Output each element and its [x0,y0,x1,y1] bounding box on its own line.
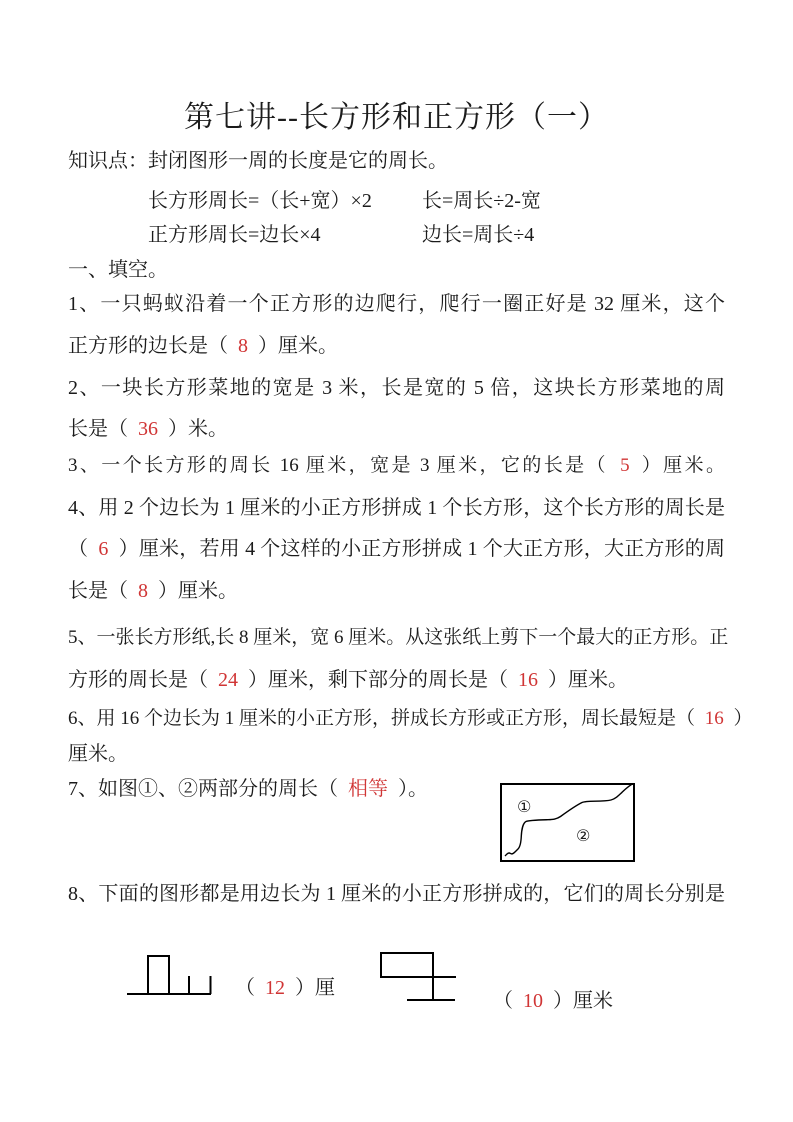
question-text: ）厘米。 [543,669,628,691]
answer-text: 16 [704,708,724,729]
question-text: ） [728,708,753,729]
question-text: 4、用 2 个边长为 1 厘米的小正方形拼成 1 个长方形，这个长方形的周长是 [68,497,725,519]
question-5-line-2 [68,667,725,693]
question-text: ）米。 [163,418,228,440]
question-text: ）厘米，若用 4 个这样的小正方形拼成 1 个大正方形，大正方形的周 [113,538,726,560]
question-text: 长是（ [68,580,133,602]
question-text: 5、一张长方形纸,长 8 厘米，宽 6 厘米。从这张纸上剪下一个最大的正方形。正 [68,627,729,648]
question-text: 正方形的边长是（ [68,335,233,357]
figure7-dividing-curve [505,784,634,857]
question-text: ）厘米 [548,990,613,1012]
answer-text: 24 [218,669,238,691]
figure-question-7 [498,781,638,865]
question-text: 2、一块长方形菜地的宽是 3 米，长是宽的 5 倍，这块长方形菜地的周 [68,377,725,399]
answer-text: 8 [138,580,148,602]
answer-text: 16 [518,669,538,691]
question-text: 3、一个长方形的周长 16 厘米，宽是 3 厘米，它的长是（ [68,455,616,476]
answer-text: 相等 [348,778,388,800]
question-text: （ [68,538,94,560]
question-text: ）厘 [290,977,335,999]
figure-question-8-left [124,950,216,998]
figure8-left-answer [235,971,335,1000]
question-text: 长是（ [68,418,133,440]
question-6-line-2 [68,741,725,767]
question-text: 1、一只蚂蚁沿着一个正方形的边爬行，爬行一圈正好是 32 厘米，这个 [68,293,725,315]
question-text: ）厘米。 [634,455,725,476]
question-5-line-1 [68,625,729,651]
question-text: （ [235,977,260,999]
answer-text: 12 [265,977,285,999]
fig8a-tall-rectangle [148,956,169,994]
question-1-line-2 [68,333,725,359]
question-text: 厘米。 [68,743,128,765]
figure7-part1-label: ① [517,797,532,816]
answer-text: 8 [238,335,248,357]
formula-rectangle-perimeter: 长方形周长=（长+宽）×2 [148,190,372,212]
formula-length-from-perimeter: 长=周长÷2-宽 [422,190,541,212]
question-text: ）厘米。 [253,335,338,357]
question-text: （ [493,990,518,1012]
page-title: 第七讲--长方形和正方形（一） [184,101,609,134]
question-text: 8、下面的图形都是用边长为 1 厘米的小正方形拼成的，它们的周长分别是 [68,883,725,905]
question-text: ）。 [393,778,428,800]
formula-side-from-perimeter: 边长=周长÷4 [422,224,535,246]
figure-question-8-right [379,950,459,1004]
question-text: 7、如图①、②两部分的周长（ [68,778,343,800]
question-4-line-1 [68,495,725,521]
answer-text: 10 [523,990,543,1012]
question-4-line-3 [68,578,725,604]
question-3-line-1 [68,453,725,479]
figure8-right-answer [493,984,613,1013]
question-8-line-1 [68,881,725,907]
section-heading: 一、填空。 [68,259,168,281]
question-text: 6、用 16 个边长为 1 厘米的小正方形，拼成长方形或正方形，周长最短是（ [68,708,700,729]
question-1-line-1 [68,291,725,317]
question-4-line-2 [68,536,725,562]
question-text: ）厘米。 [153,580,238,602]
answer-text: 5 [620,455,630,476]
answer-text: 36 [138,418,158,440]
formula-square-perimeter: 正方形周长=边长×4 [148,224,321,246]
question-7-line-1 [68,776,498,802]
question-6-line-1 [68,706,753,732]
figure7-rectangle [501,784,634,861]
question-2-line-2 [68,416,725,442]
figure7-part2-label: ② [576,826,591,845]
question-text: ）厘米，剩下部分的周长是（ [243,669,513,691]
knowledge-point: 知识点：封闭图形一周的长度是它的周长。 [68,150,448,172]
answer-text: 6 [98,538,109,560]
question-2-line-1 [68,375,725,401]
question-text: 方形的周长是（ [68,669,213,691]
fig8b-rectangle [381,953,433,977]
